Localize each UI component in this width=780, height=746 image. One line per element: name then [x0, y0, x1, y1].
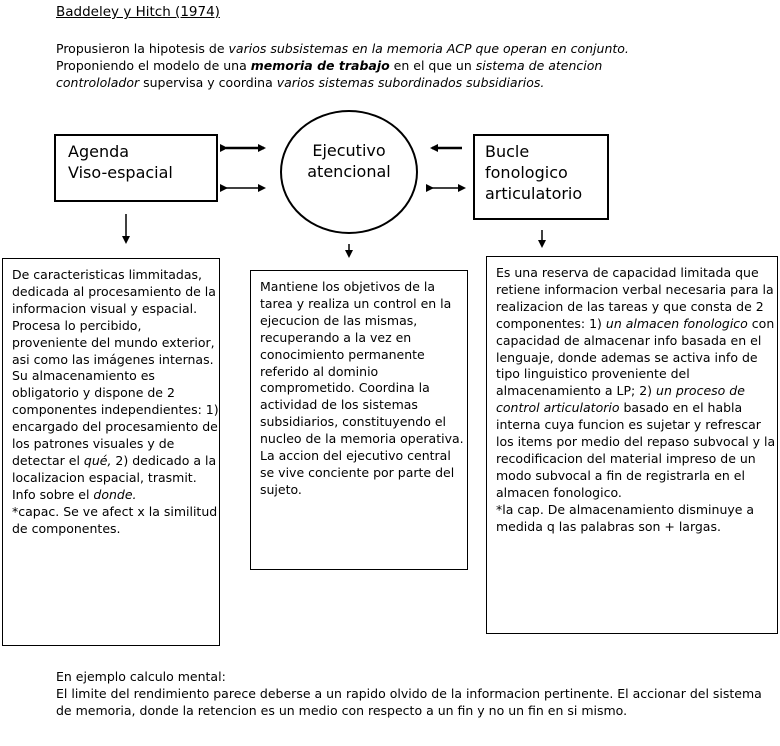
bucle-description [486, 256, 778, 634]
intro-text: Proponiendo el modelo de una [56, 58, 251, 73]
description-emphasis: donde. [93, 486, 137, 502]
description-text: basado en el habla interna cuya funcion es sujetar y refrescar los items por medio del repaso subvocal y la recodificacion del material impreso de un modo subvocal a fin de registrarla en el almacen fonologico. [496, 400, 776, 500]
footer-paragraph [56, 668, 768, 719]
intro-text: supervisa y coordina [139, 75, 277, 90]
intro-text: en el que un [389, 58, 476, 73]
description-text: con capacidad de almacenar info basada en el lenguaje, donde ademas se activa info de tipo linguistico proveniente del almacenamiento a LP; 2) [496, 315, 775, 399]
component-label: articulatorio [485, 184, 583, 203]
component-label: Viso-espacial [68, 163, 173, 182]
description-emphasis: un almacen fonologico [605, 315, 748, 331]
component-label: atencional [307, 162, 391, 181]
description-text: De caracteristicas limmitadas, dedicada al procesamiento de la informacion visual y espacial. Procesa lo percibido, proveniente del mundo exterior, asi como las imágenes internas. Su almacenamiento es obligatorio y dispone de 2 componentes independientes: 1) encargado del procesamiento de los patrones visuales y de detectar el [12, 267, 219, 468]
description-note: *la cap. De almacenamiento disminuye a medida q las palabras son + largas. [496, 501, 755, 534]
intro-emphasis: contrololador [56, 75, 140, 90]
description-emphasis: qué, [83, 452, 112, 468]
intro-emphasis: memoria de trabajo [250, 58, 390, 73]
ejecutivo-description [250, 270, 468, 570]
page-title: Baddeley y Hitch (1974) [56, 4, 220, 20]
description-emphasis: un proceso de control articulatorio [496, 383, 745, 416]
component-label: fonologico [485, 163, 568, 182]
intro-emphasis: varios subsistemas en la memoria ACP que operan en conjunto. [228, 41, 629, 56]
intro-text: Propusieron la hipotesis de [56, 41, 229, 56]
component-label: Agenda [68, 142, 130, 161]
description-text: Es una reserva de capacidad limitada que retiene informacion verbal necesaria para la realizacion de las tareas y que consta de 2 componentes: 1) [496, 265, 774, 331]
component-label: Ejecutivo [312, 141, 386, 160]
description-note: *capac. Se ve afect x la similitud de componentes. [12, 503, 218, 536]
footer-heading: En ejemplo calculo mental: [56, 669, 226, 684]
intro-emphasis: sistema de atencion [475, 58, 603, 73]
intro-emphasis: varios sistemas subordinados subsidiarios. [276, 75, 545, 90]
component-label: Bucle [485, 142, 530, 161]
agenda-description [2, 258, 220, 646]
description-text: Mantiene los objetivos de la tarea y realiza un control en la ejecucion de las mismas, recuperando a la vez en conocimiento permanente referido al dominio comprometido. Coordina la actividad de los sistemas subsidiarios, constituyendo el nucleo de la memoria operativa. La accion del ejecutivo central se vive conciente por parte del sujeto. [260, 279, 464, 497]
footer-text: El limite del rendimiento parece deberse a un rapido olvido de la informacion pertinente. El accionar del sistema de memoria, donde la retencion es un medio con respecto a un fin y no un fin en si mismo. [56, 686, 762, 718]
description-text: 2) dedicado a la localizacion espacial, trasmit. Info sobre el [12, 452, 217, 502]
